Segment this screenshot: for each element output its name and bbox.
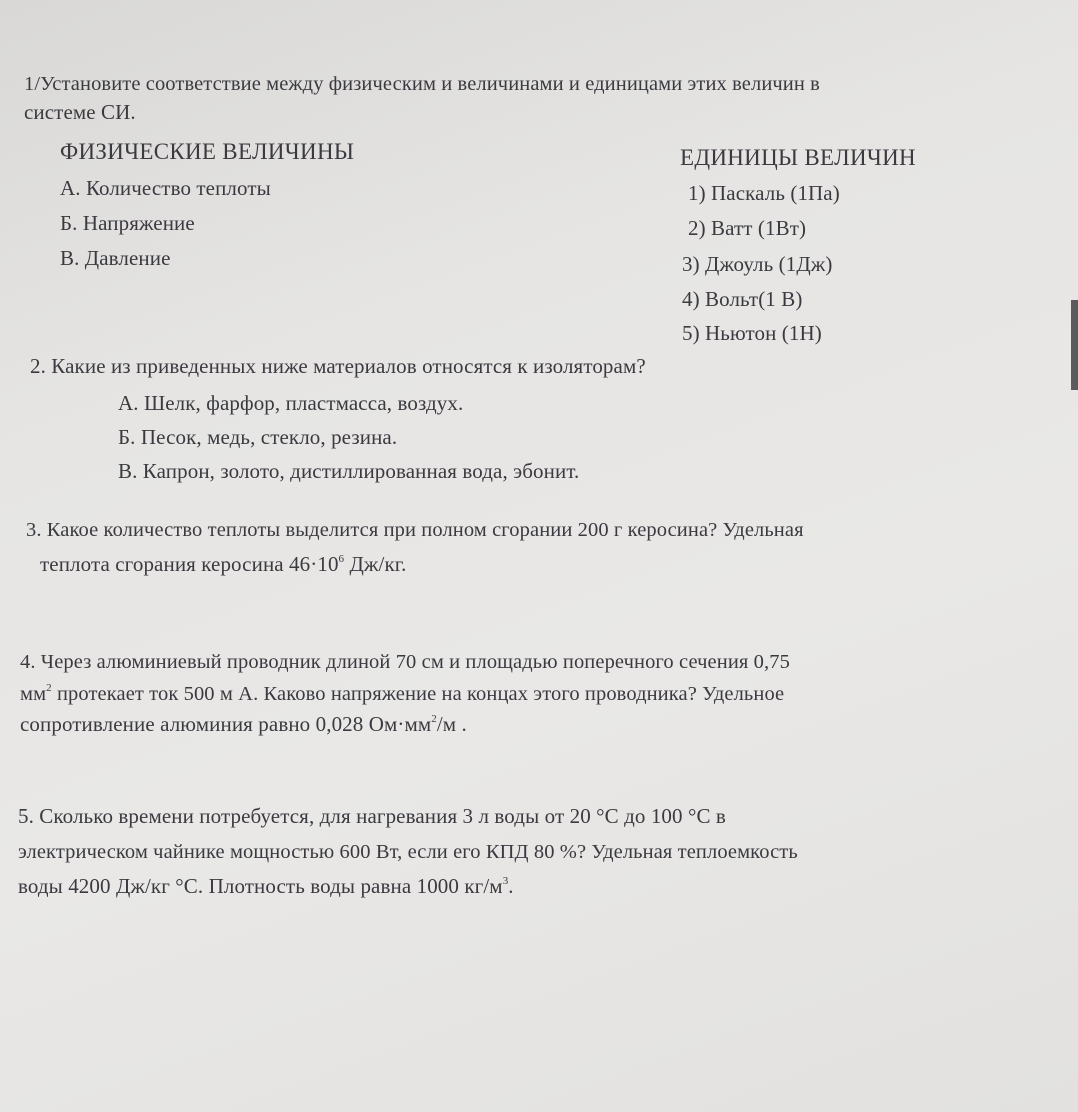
q1-unit-2: 2) Ватт (1Вт) xyxy=(688,216,807,240)
q4-line1: 4. Через алюминиевый проводник длиной 70 см и площадью поперечного сечения 0,75 xyxy=(20,651,790,673)
q1-quantity-b: Б. Напряжение xyxy=(60,211,195,235)
q2-option-b: Б. Песок, медь, стекло, резина. xyxy=(118,425,398,449)
q1-unit-3: 3) Джоуль (1Дж) xyxy=(682,252,833,276)
paper-edge-shadow xyxy=(1071,300,1078,390)
q1-quantity-a: А. Количество теплоты xyxy=(60,176,271,200)
q5-line2: электрическом чайнике мощностью 600 Вт, если его КПД 80 %? Удельная теплоемкость xyxy=(18,841,798,863)
q5-line3: воды 4200 Дж/кг °С. Плотность воды равна 1000 $кг/м^3$. xyxy=(18,874,514,898)
q2-option-c: В. Капрон, золото, дистиллированная вода, эбонит. xyxy=(118,459,580,483)
q4-line3: сопротивление алюминия равно 0,028 $Ом\cdot мм^2/м$ . xyxy=(20,712,467,736)
q3-line1: 3. Какое количество теплоты выделится при полном сгорании 200 г керосина? Удельная xyxy=(26,519,804,541)
q1-right-heading: ЕДИНИЦЫ ВЕЛИЧИН xyxy=(680,145,916,170)
q5-line1: 5. Сколько времени потребуется, для нагревания 3 л воды от 20 °С до 100 °С в xyxy=(18,804,726,828)
q2-option-a: А. Шелк, фарфор, пластмасса, воздух. xyxy=(118,391,464,415)
q1-quantity-c: В. Давление xyxy=(60,246,171,270)
q1-instruction-line2: системе СИ. xyxy=(24,100,136,124)
q1-unit-1: 1) Паскаль (1Па) xyxy=(688,181,840,205)
q4-line2: $мм^2$ протекает ток 500 м А. Каково напряжение на концах этого проводника? Удельное xyxy=(20,682,785,705)
q3-line2: теплота сгорания керосина $46\cdot 10^6$ Дж/кг. xyxy=(40,552,407,576)
q1-instruction-line1: 1/Установите соответствие между физическим и величинами и единицами этих величин в xyxy=(24,73,820,95)
q1-unit-5: 5) Ньютон (1Н) xyxy=(682,321,822,345)
q1-left-heading: ФИЗИЧЕСКИЕ ВЕЛИЧИНЫ xyxy=(60,139,355,164)
q1-unit-4: 4) Вольт(1 В) xyxy=(682,287,803,311)
q2-question: 2. Какие из приведенных ниже материалов относятся к изоляторам? xyxy=(30,354,646,378)
